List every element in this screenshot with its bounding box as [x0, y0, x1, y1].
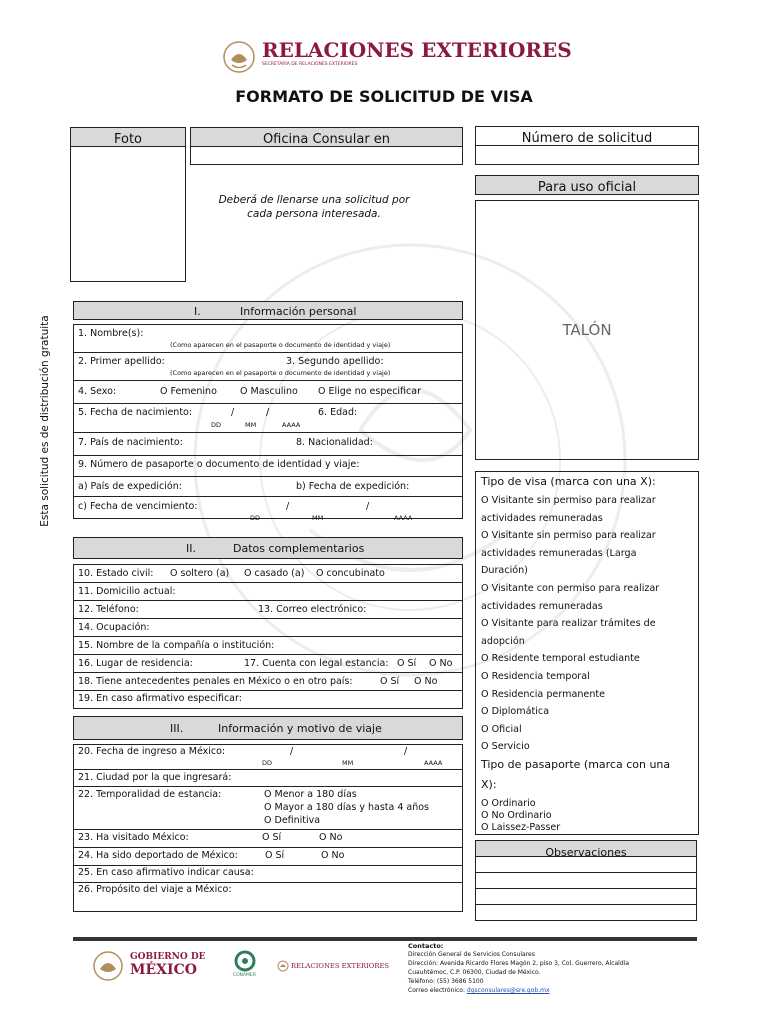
edad-label: 6. Edad: — [318, 407, 358, 418]
primer-apellido-label: 2. Primer apellido: — [78, 356, 165, 367]
estancia-label: 17. Cuenta con legal estancia: — [244, 658, 389, 669]
section-3-header — [73, 716, 463, 740]
section-1-table — [73, 324, 463, 522]
observaciones-header — [475, 840, 697, 857]
pasaporte-type-title-1: Tipo de pasaporte (marca con una — [481, 758, 671, 771]
section-3-title: Información y motivo de viaje — [218, 722, 382, 735]
correo-footer-link[interactable]: dgsconsulares@sre.gob.mx — [466, 987, 550, 994]
compania-label: 15. Nombre de la compañía o institución: — [78, 640, 275, 651]
visa-option[interactable]: O Visitante con permiso para realizar — [481, 582, 660, 594]
date-slash: / — [366, 501, 370, 512]
gobierno-line-1: GOBIERNO DE — [130, 952, 206, 962]
apellido-note: (Como aparecen en el pasaporte o documento de identidad y viaje) — [170, 369, 391, 377]
footer-rule — [73, 937, 697, 941]
oficina-header — [190, 127, 463, 147]
visa-option-continuation: Duración) — [481, 565, 528, 577]
mayor-radio[interactable]: O Mayor a 180 días y hasta 4 años — [264, 802, 429, 813]
visa-option[interactable]: O Visitante para realizar trámites de — [481, 618, 656, 630]
visa-option[interactable]: O Residencia permanente — [481, 688, 606, 700]
residencia-label: 16. Lugar de residencia: — [78, 658, 193, 669]
antecedentes-label: 18. Tiene antecedentes penales en México o en otro país: — [78, 676, 353, 687]
dd-label: DD — [250, 514, 261, 522]
sexo-no-especificar-radio[interactable]: O Elige no especificar — [318, 386, 421, 397]
oficina-field[interactable] — [190, 146, 463, 165]
form-title: FORMATO DE SOLICITUD DE VISA — [235, 87, 533, 106]
pais-expedicion-label: a) País de expedición: — [78, 481, 182, 492]
dd-label: DD — [262, 759, 273, 767]
side-text: Esta solicitud es de distribución gratuita — [39, 315, 51, 527]
foto-label: Foto — [113, 132, 143, 147]
telefono-label: 12. Teléfono: — [78, 604, 139, 615]
section-2-table — [73, 564, 463, 709]
nombre-note: (Como aparecen en el pasaporte o documento de identidad y viaje) — [170, 341, 391, 349]
uso-oficial-label: Para uso oficial — [537, 180, 637, 195]
visitado-no-radio[interactable]: O No — [319, 832, 343, 843]
uso-oficial-header — [475, 175, 699, 195]
mm-label: MM — [312, 514, 324, 522]
definitiva-radio[interactable]: O Definitiva — [264, 815, 321, 826]
section-2-header — [73, 537, 463, 559]
visa-option[interactable]: O Visitante sin permiso para realizar — [481, 495, 656, 506]
deportado-label: 24. Ha sido deportado de México: — [78, 850, 238, 861]
segundo-apellido-label: 3. Segundo apellido: — [286, 356, 384, 367]
talon-box — [475, 200, 699, 460]
visa-option[interactable]: O Visitante sin permiso para realizar — [481, 530, 656, 542]
ingreso-label: 20. Fecha de ingreso a México: — [78, 746, 226, 757]
aaaa-label: AAAA — [282, 421, 301, 429]
domicilio-label: 11. Domicilio actual: — [78, 586, 176, 597]
numero-label: Número de solicitud — [521, 131, 653, 146]
conamer-logo-icon — [233, 950, 257, 972]
estancia-no-radio[interactable]: O No — [429, 658, 453, 669]
section-2-title: Datos complementarios — [233, 542, 365, 555]
foto-box — [70, 146, 186, 282]
sexo-masculino-radio[interactable]: O Masculino — [240, 386, 298, 397]
note-line-1: Deberá de llenarse una solicitud por — [218, 194, 410, 206]
mm-label: MM — [342, 759, 354, 767]
contacto-line-1: Dirección General de Servicios Consulares — [408, 951, 535, 958]
section-3-table — [73, 744, 463, 912]
logo-subtitle: SECRETARÍA DE RELACIONES EXTERIORES — [262, 62, 358, 67]
deportado-si-radio[interactable]: O Sí — [265, 850, 285, 861]
date-slash: / — [404, 746, 408, 757]
menor-radio[interactable]: O Menor a 180 días — [264, 789, 357, 800]
section-1-header — [73, 301, 463, 320]
section-3-num: III. — [170, 722, 184, 735]
visa-type-box — [475, 471, 699, 835]
afirmativo-label: 19. En caso afirmativo especificar: — [78, 693, 242, 704]
observaciones-box[interactable] — [475, 856, 697, 921]
fecha-nacimiento-label: 5. Fecha de nacimiento: — [78, 407, 193, 418]
no-ordinario-radio[interactable]: O No Ordinario — [481, 810, 552, 821]
soltero-radio[interactable]: O soltero (a) — [170, 568, 230, 579]
note-line-2: cada persona interesada. — [247, 208, 381, 220]
aaaa-label: AAAA — [394, 514, 413, 522]
antecedentes-no-radio[interactable]: O No — [414, 676, 438, 687]
mm-label: MM — [245, 421, 257, 429]
sexo-label: 4. Sexo: — [78, 386, 117, 397]
observaciones-label: Observaciones — [545, 846, 627, 859]
gobierno-line-2: MÉXICO — [130, 962, 197, 978]
contacto-line-4: Teléfono: (55) 3686 5100 — [408, 978, 484, 985]
nacionalidad-label: 8. Nacionalidad: — [296, 437, 373, 448]
causa-label: 25. En caso afirmativo indicar causa: — [78, 867, 254, 878]
talon-label: TALÓN — [562, 321, 612, 339]
ordinario-radio[interactable]: O Ordinario — [481, 798, 536, 809]
logo-title: RELACIONES EXTERIORES — [262, 38, 572, 62]
visa-option-continuation: actividades remuneradas — [481, 512, 603, 524]
numero-field[interactable] — [475, 145, 699, 165]
visa-option-continuation: adopción — [481, 635, 525, 647]
foto-header — [70, 127, 186, 147]
fecha-expedicion-label: b) Fecha de expedición: — [296, 481, 410, 492]
section-1-title: Información personal — [240, 305, 357, 318]
rel-ext-emblem-icon — [277, 960, 289, 972]
date-slash: / — [231, 407, 235, 418]
ciudad-label: 21. Ciudad por la que ingresará: — [78, 772, 232, 783]
date-slash: / — [286, 501, 290, 512]
nombre-label: 1. Nombre(s): — [78, 328, 144, 339]
contacto-line-2: Dirección: Avenida Ricardo Flores Magón 2, piso 3, Col. Guerrero, Alcaldía — [408, 960, 629, 967]
gobierno-emblem-icon — [92, 950, 124, 982]
antecedentes-si-radio[interactable]: O Sí — [380, 676, 400, 687]
visa-option[interactable]: O Residencia temporal — [481, 670, 590, 682]
visa-option[interactable]: O Servicio — [481, 741, 530, 753]
dd-label: DD — [211, 421, 222, 429]
eagle-emblem-icon — [222, 40, 256, 74]
sexo-femenino-radio[interactable]: O Femenino — [160, 386, 217, 397]
visa-option-continuation: actividades remuneradas (Larga — [481, 547, 637, 559]
temporalidad-label: 22. Temporalidad de estancia: — [78, 789, 222, 800]
visa-option[interactable]: O Diplomática — [481, 706, 550, 718]
visitado-si-radio[interactable]: O Sí — [262, 832, 282, 843]
pais-nacimiento-label: 7. País de nacimiento: — [78, 437, 183, 448]
numero-header — [475, 126, 699, 146]
contacto-line-3: Cuauhtémoc, C.P. 06300, Ciudad de México. — [408, 969, 541, 976]
ocupacion-label: 14. Ocupación: — [78, 622, 150, 633]
visitado-label: 23. Ha visitado México: — [78, 832, 189, 843]
section-1-num: I. — [194, 305, 201, 318]
estancia-si-radio[interactable]: O Sí — [397, 658, 417, 669]
concubinato-radio[interactable]: O concubinato — [316, 568, 385, 579]
oficina-label: Oficina Consular en — [262, 132, 391, 147]
casado-radio[interactable]: O casado (a) — [244, 568, 305, 579]
contacto-line-5 — [408, 987, 550, 994]
aaaa-label: AAAA — [424, 759, 443, 767]
correo-footer-label: Correo electrónico: — [408, 987, 465, 994]
contacto-label: Contacto: — [408, 942, 444, 950]
estado-civil-label: 10. Estado civil: — [78, 568, 154, 579]
visa-option[interactable]: O Oficial — [481, 723, 522, 735]
fecha-vencimiento-label: c) Fecha de vencimiento: — [78, 501, 198, 512]
date-slash: / — [290, 746, 294, 757]
laissez-passer-radio[interactable]: O Laissez-Passer — [481, 822, 561, 833]
visa-option[interactable]: O Residente temporal estudiante — [481, 653, 640, 665]
proposito-label: 26. Propósito del viaje a México: — [78, 884, 232, 895]
date-slash: / — [266, 407, 270, 418]
section-2-num: II. — [186, 542, 196, 555]
pasaporte-label: 9. Número de pasaporte o documento de identidad y viaje: — [78, 459, 360, 470]
correo-label: 13. Correo electrónico: — [258, 604, 367, 615]
footer-rel-ext: RELACIONES EXTERIORES — [291, 962, 390, 970]
visa-option-continuation: actividades remuneradas — [481, 600, 603, 612]
conamer-label: CONAMER — [233, 973, 256, 978]
visa-type-title: Tipo de visa (marca con una X): — [481, 475, 656, 488]
pasaporte-type-title-2: X): — [481, 778, 497, 791]
deportado-no-radio[interactable]: O No — [321, 850, 345, 861]
